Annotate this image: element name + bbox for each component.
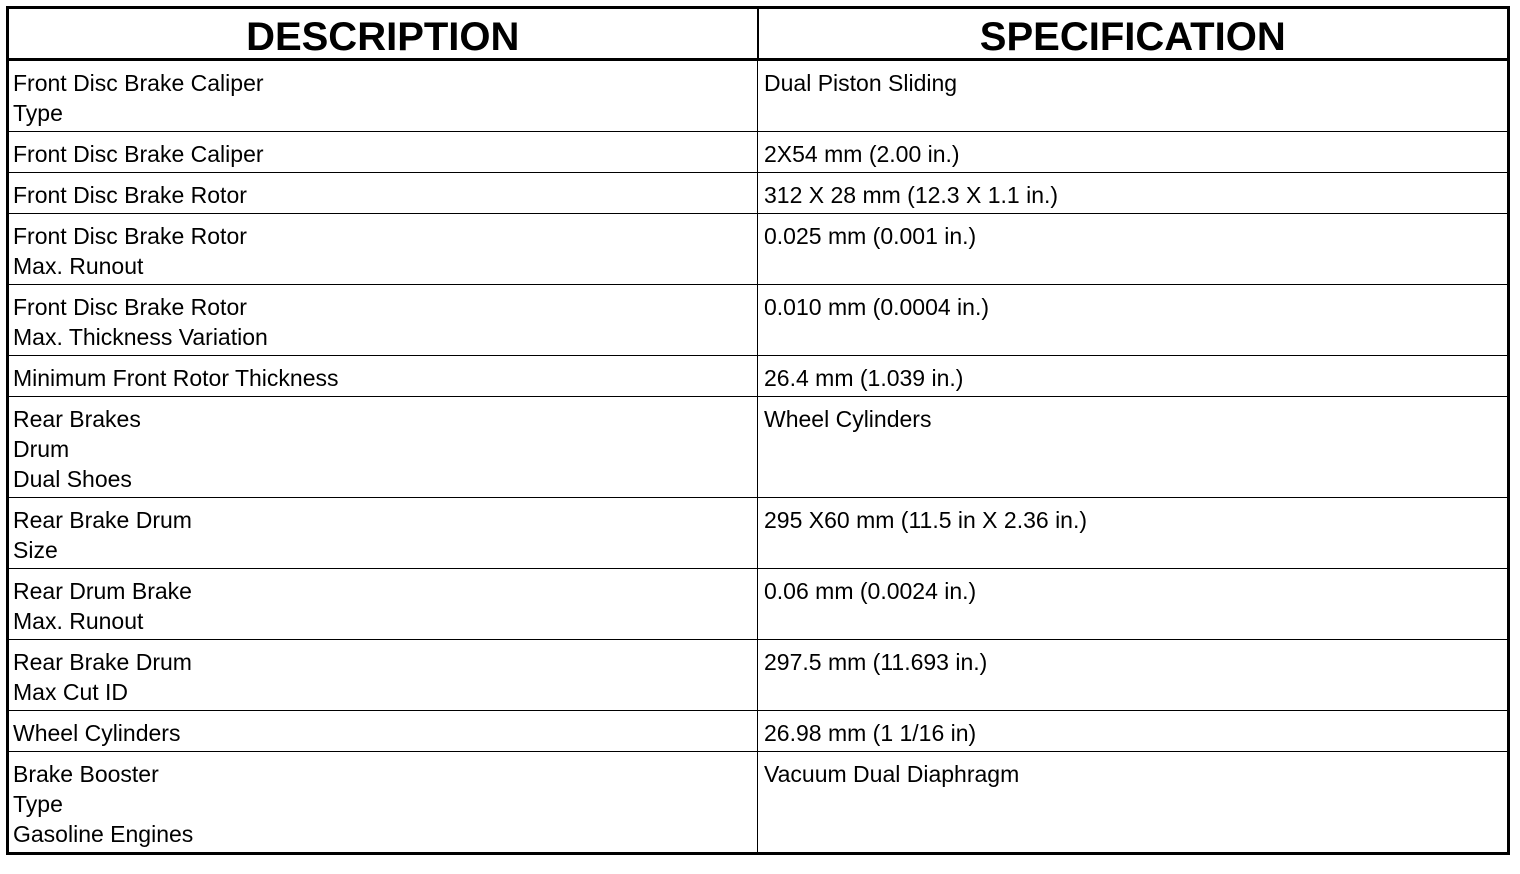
table-row <box>8 356 1509 397</box>
description-cell <box>8 356 758 397</box>
table-row <box>8 285 1509 356</box>
table-row <box>8 214 1509 285</box>
description-line: Drum <box>13 436 70 462</box>
specification-value: Wheel Cylinders <box>764 406 932 432</box>
description-line: Brake Booster <box>13 761 159 787</box>
table-row <box>8 752 1509 854</box>
description-cell <box>8 285 758 356</box>
description-line: Gasoline Engines <box>13 821 194 847</box>
specification-cell <box>758 752 1509 854</box>
specification-cell <box>758 173 1509 214</box>
specification-header: SPECIFICATION <box>758 8 1509 60</box>
description-line: Front Disc Brake Rotor <box>13 223 247 249</box>
brake-spec-table <box>6 6 1510 855</box>
specification-cell <box>758 60 1509 132</box>
description-header: DESCRIPTION <box>8 8 758 60</box>
specification-value: 312 X 28 mm (12.3 X 1.1 in.) <box>764 182 1059 208</box>
description-line: Type <box>13 100 63 126</box>
description-line: Dual Shoes <box>13 466 132 492</box>
description-line: Max. Runout <box>13 608 144 634</box>
description-line: Max. Runout <box>13 253 144 279</box>
specification-cell <box>758 498 1509 569</box>
description-line: Rear Brakes <box>13 406 141 432</box>
table-row <box>8 60 1509 132</box>
description-cell <box>8 752 758 854</box>
description-line: Wheel Cylinders <box>13 720 181 746</box>
description-cell <box>8 711 758 752</box>
header-row <box>8 8 1509 60</box>
description-line: Minimum Front Rotor Thickness <box>13 365 339 391</box>
specification-cell <box>758 214 1509 285</box>
specification-cell <box>758 285 1509 356</box>
specification-value: 295 X60 mm (11.5 in X 2.36 in.) <box>764 507 1088 533</box>
description-cell <box>8 569 758 640</box>
specification-value: 2X54 mm (2.00 in.) <box>764 141 960 167</box>
specification-value: 26.98 mm (1 1/16 in) <box>764 720 977 746</box>
table-row <box>8 711 1509 752</box>
table-row <box>8 569 1509 640</box>
specification-value: 0.025 mm (0.001 in.) <box>764 223 977 249</box>
description-cell <box>8 498 758 569</box>
specification-value: Vacuum Dual Diaphragm <box>764 761 1020 787</box>
description-line: Rear Drum Brake <box>13 578 192 604</box>
table-row <box>8 173 1509 214</box>
description-line: Front Disc Brake Caliper <box>13 141 264 167</box>
description-cell <box>8 640 758 711</box>
specification-value: 0.010 mm (0.0004 in.) <box>764 294 990 320</box>
table-row <box>8 498 1509 569</box>
description-line: Max Cut ID <box>13 679 129 705</box>
specification-value: 0.06 mm (0.0024 in.) <box>764 578 977 604</box>
specification-cell <box>758 569 1509 640</box>
specification-cell <box>758 640 1509 711</box>
specification-value: Dual Piston Sliding <box>764 70 958 96</box>
table-row <box>8 397 1509 498</box>
description-cell <box>8 132 758 173</box>
specification-value: 26.4 mm (1.039 in.) <box>764 365 964 391</box>
table-body <box>8 60 1509 854</box>
description-line: Front Disc Brake Rotor <box>13 294 247 320</box>
description-line: Size <box>13 537 58 563</box>
description-line: Max. Thickness Variation <box>13 324 268 350</box>
specification-value: 297.5 mm (11.693 in.) <box>764 649 988 675</box>
description-line: Front Disc Brake Rotor <box>13 182 247 208</box>
description-line: Rear Brake Drum <box>13 649 192 675</box>
description-cell <box>8 214 758 285</box>
specification-cell <box>758 397 1509 498</box>
specification-cell <box>758 132 1509 173</box>
description-cell <box>8 173 758 214</box>
specification-cell <box>758 711 1509 752</box>
table-row <box>8 132 1509 173</box>
specification-cell <box>758 356 1509 397</box>
description-cell <box>8 397 758 498</box>
table-row <box>8 640 1509 711</box>
description-line: Rear Brake Drum <box>13 507 192 533</box>
description-cell <box>8 60 758 132</box>
description-line: Type <box>13 791 63 817</box>
description-line: Front Disc Brake Caliper <box>13 70 264 96</box>
